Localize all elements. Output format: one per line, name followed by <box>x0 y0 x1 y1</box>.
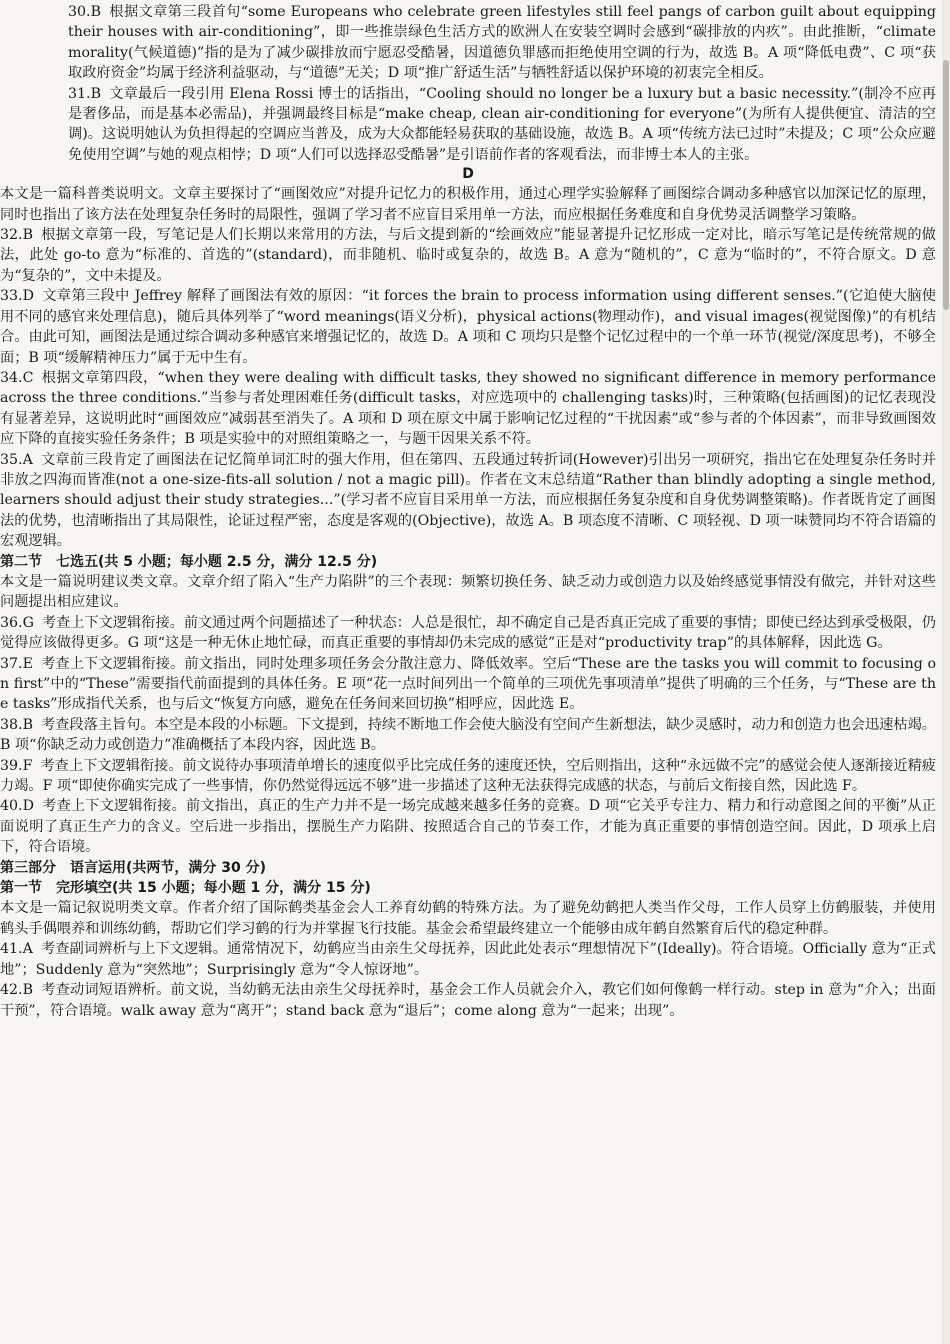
question-number: 31.B <box>68 85 101 102</box>
answer-explanation: 文章第三段中 Jeffrey 解释了画图法有效的原因：“it forces the brain to process information using different senses.”(它迫使大脑使用不同的感官来处理信息)，随后具体列举了“word meanings(语义分析)，physical actions(物理动作)，and visual images(视觉图像)”的有机结合。由此可知，画图法是通过综合调动多种感官来增强记忆的，故选 D。A 项和 C 项均只是整个记忆过程中的一个单一环节(视觉/深度思考)，不够全面；B 项“缓解精神压力”属于无中生有。 <box>0 288 936 366</box>
question-number: 42.B <box>0 982 33 999</box>
answer-explanation: 考查段落主旨句。本空是本段的小标题。下文提到，持续不断地工作会使大脑没有空间产生新想法，缺少灵感时，动力和创造力也会迅速枯竭。B 项“你缺乏动力或创造力”准确概括了本段内容，因此选 B。 <box>0 716 936 754</box>
answer-explanation: 考查上下文逻辑衔接。前文指出，同时处理多项任务会分散注意力、降低效率。空后“These are the tasks you will commit to focusing on first”中的“These”需要指代前面提到的具体任务。E 项“花一点时间列出一个简单的三项优先事项清单”提供了明确的三个任务，与“These are the tasks”形成指代关系，也与后文“恢复方向感，避免在任务间来回切换”相呼应，因此选 E。 <box>0 655 936 713</box>
section-d <box>0 165 936 551</box>
passage-summary: 本文是一篇科普类说明文。文章主要探讨了“画图效应”对提升记忆力的积极作用，通过心理学实验解释了画图综合调动多种感官以加深记忆的原理，同时也指出了该方法在处理复杂任务时的局限性，强调了学习者不应盲目采用单一方法，而应根据任务难度和自身优势灵活调整学习策略。 <box>0 186 936 223</box>
answer-item <box>0 450 936 552</box>
answer-explanation: 根据文章第三段首句“some Europeans who celebrate green lifestyles still feel pangs of carbon guilt about equipping their houses with air-conditioning”，即一些推崇绿色生活方式的欧洲人在安装空调时会感到“碳排放的内疚”。由此推断，“climate morality(气候道德)”指的是为了减少碳排放而宁愿忍受酷暑，因道德负罪感而拒绝使用空调的行为，故选 B。A 项“降低电费”、C 项“获取政府资金”均属于经济利益驱动，与“道德”无关；D 项“推广舒适生活”与牺牲舒适以保护环境的初衷完全相反。 <box>68 4 936 82</box>
part-heading: 第三部分 语言运用(共两节，满分 30 分) <box>0 859 267 876</box>
question-number: 37.E <box>0 655 33 672</box>
question-number: 36.G <box>0 614 34 631</box>
section-letter: D <box>462 166 474 183</box>
answer-item <box>0 368 936 450</box>
question-number: 30.B <box>68 4 101 20</box>
answer-item <box>0 756 936 797</box>
answers-passage-c <box>68 2 936 165</box>
question-number: 38.B <box>0 716 33 733</box>
passage-summary: 本文是一篇记叙说明类文章。作者介绍了国际鹤类基金会人工养育幼鹤的特殊方法。为了避免幼鹤把人类当作父母，工作人员穿上仿鹤服装，并使用鹤头手偶喂养和训练幼鹤，帮助它们学习鹤的行为并掌握飞行技能。基金会希望最终建立一个能够由成年鹤自然繁育后代的稳定种群。 <box>0 900 936 937</box>
section-two <box>0 552 936 858</box>
question-number: 40.D <box>0 798 34 815</box>
answer-item <box>0 286 936 368</box>
answer-item <box>0 980 936 1021</box>
answer-item <box>0 654 936 715</box>
part-three <box>0 858 936 1021</box>
question-number: 33.D <box>0 288 34 305</box>
passage-summary: 本文是一篇说明建议类文章。文章介绍了陷入“生产力陷阱”的三个表现：频繁切换任务、缺乏动力或创造力以及始终感觉事情没有做完，并针对这些问题提出相应建议。 <box>0 573 936 611</box>
scrollbar-thumb[interactable] <box>943 60 949 310</box>
answer-item <box>68 84 936 166</box>
answer-item <box>0 715 936 756</box>
answer-item <box>0 613 936 654</box>
section-heading: 第一节 完形填空(共 15 小题；每小题 1 分，满分 15 分) <box>0 880 371 897</box>
answer-item <box>0 796 936 857</box>
vertical-scrollbar[interactable] <box>942 0 950 1344</box>
answer-explanation: 考查动词短语辨析。前文说，当幼鹤无法由亲生父母抚养时，基金会工作人员就会介入，教它们如何像鹤一样行动。step in 意为“介入；出面干预”，符合语境。walk away 意为“离开”；stand back 意为“退后”；come along 意为“一起来；出现”。 <box>0 982 936 1019</box>
answer-explanation: 考查上下文逻辑衔接。前文说待办事项清单增长的速度似乎比完成任务的速度还快，空后则指出，这种“永远做不完”的感觉会使人逐渐接近精疲力竭。F 项“即使你确实完成了一些事情，你仍然觉得远远不够”进一步描述了这种无法获得完成感的状态，与前后文衔接自然，因此选 F。 <box>0 757 936 795</box>
answer-explanation: 文章最后一段引用 Elena Rossi 博士的话指出，“Cooling should no longer be a luxury but a basic necessity.”(制冷不应再是奢侈品，而是基本必需品)，并强调最终目标是“make cheap, clean air-conditioning for everyone”(为所有人提供便宜、清洁的空调)。这说明她认为负担得起的空调应当普及，成为大众都能轻易获取的基础设施，故选 B。A 项“传统方法已过时”未提及；C 项“公众应避免使用空调”与她的观点相悖；D 项“人们可以选择忍受酷暑”是引语前作者的客观看法，而非博士本人的主张。 <box>68 85 936 163</box>
question-number: 35.A <box>0 451 33 468</box>
section-heading: 第二节 七选五(共 5 小题；每小题 2.5 分，满分 12.5 分) <box>0 553 378 570</box>
answer-explanation: 考查上下文逻辑衔接。前文通过两个问题描述了一种状态：人总是很忙，却不确定自己是否真正完成了重要的事情；即使已经达到承受极限，仍觉得应该做得更多。G 项“这是一种无休止地忙碌，而真正重要的事情却仍未完成的感觉”正是对“productivity trap”的具体解释，因此选 G。 <box>0 614 936 652</box>
question-number: 39.F <box>0 757 33 774</box>
answer-item <box>0 939 936 980</box>
answer-explanation: 根据文章第四段，“when they were dealing with difficult tasks, they showed no significant difference in memory performance across the three conditions.”当参与者处理困难任务(difficult tasks，对应选项中的 challenging tasks)时，三种策略(包括画图)的记忆表现没有显著差异，这说明此时“画图效应”减弱甚至消失了。A 项和 D 项在原文中属于影响记忆过程的“干扰因素”或“参与者的个体因素”，而非导致画图效应下降的直接实验任务条件；B 项是实验中的对照组策略之一，与题干因果关系不符。 <box>0 369 936 448</box>
answer-item <box>68 2 936 84</box>
answer-explanation: 考查上下文逻辑衔接。前文指出，真正的生产力并不是一场完成越来越多任务的竞赛。D 项“它关乎专注力、精力和行动意图之间的平衡”从正面说明了真正生产力的含义。空后进一步指出，摆脱生产力陷阱、按照适合自己的节奏工作，才能为真正重要的事情创造空间。因此，D 项承上启下，符合语境。 <box>0 798 936 856</box>
answer-explanation: 考查副词辨析与上下文逻辑。通常情况下，幼鹤应当由亲生父母抚养，因此此处表示“理想情况下”(Ideally)。符合语境。Officially 意为“正式地”；Suddenly 意为“突然地”；Surprisingly 意为“令人惊讶地”。 <box>0 941 936 978</box>
answer-explanation: 文章前三段肯定了画图法在记忆简单词汇时的强大作用，但在第四、五段通过转折词(However)引出另一项研究，指出它在处理复杂任务时并非放之四海而皆准(not a one-size-fits-all solution / not a magic pill)。作者在文末总结道“Rather than blindly adopting a single method, learners should adjust their study strategies...”(学习者不应盲目采用单一方法，而应根据任务复杂度和自身优势调整策略)。作者既肯定了画图法的优势，也清晰指出了其局限性，论证过程严密，态度是客观的(Objective)，故选 A。B 项态度不清晰、C 项轻视、D 项一味赞同均不符合语篇的宏观逻辑。 <box>0 451 936 550</box>
question-number: 34.C <box>0 369 34 386</box>
question-number: 41.A <box>0 941 33 958</box>
question-number: 32.B <box>0 227 33 244</box>
answer-explanation: 根据文章第一段，写笔记是人们长期以来常用的方法，与后文提到新的“绘画效应”能显著提升记忆形成一定对比，暗示写笔记是传统常规的做法，此处 go-to 意为“标准的、首选的”(standard)，而非随机、临时或复杂的，故选 B。A 意为“随机的”，C 意为“临时的”，不符合原文。D 意为“复杂的”，文中未提及。 <box>0 227 936 284</box>
answer-item <box>0 225 936 286</box>
